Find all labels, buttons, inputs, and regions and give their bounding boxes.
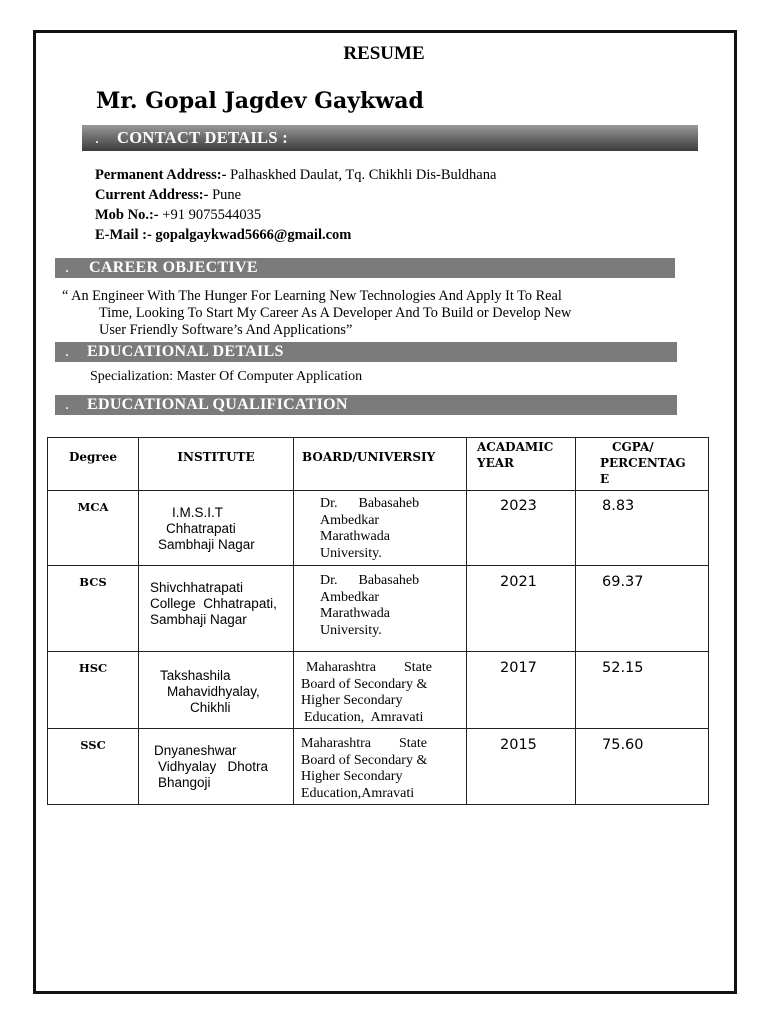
score-cell: 52.15	[576, 652, 709, 729]
heading-bullet: .	[65, 259, 70, 276]
header-cgpa-line: E	[600, 472, 610, 486]
degree-cell: SSC	[48, 729, 139, 805]
qualification-table	[47, 437, 709, 805]
board-line: University.	[320, 545, 382, 561]
score-cell: 69.37	[576, 566, 709, 652]
institute-cell	[139, 729, 294, 805]
table-header-row	[48, 438, 709, 491]
board-line: Education,Amravati	[301, 785, 415, 801]
educational-qualification-heading: EDUCATIONAL QUALIFICATION	[87, 396, 348, 413]
institute-line: I.M.S.I.T	[172, 505, 224, 520]
board-line: Maharashtra State	[306, 660, 432, 675]
table-row	[48, 652, 709, 729]
board-cell	[294, 652, 467, 729]
institute-line: Sambhaji Nagar	[150, 612, 247, 627]
permanent-address-value: Palhaskhed Daulat, Tq. Chikhli Dis-Buldhana	[226, 167, 497, 183]
objective-line: “ An Engineer With The Hunger For Learning New Technologies And Apply It To Real	[62, 288, 562, 304]
table-row	[48, 729, 709, 805]
year-cell: 2017	[467, 652, 576, 729]
contact-details-heading: CONTACT DETAILS :	[117, 128, 289, 147]
mobile-label: Mob No.:-	[95, 207, 159, 223]
header-year	[467, 438, 576, 491]
score-cell: 8.83	[576, 491, 709, 566]
heading-bullet: .	[65, 396, 70, 413]
objective-line: Time, Looking To Start My Career As A Developer And To Build or Develop New	[99, 305, 572, 321]
year-cell: 2015	[467, 729, 576, 805]
degree-cell: HSC	[48, 652, 139, 729]
email-label: E-Mail :-	[95, 227, 152, 243]
board-line: Marathwada	[320, 606, 390, 621]
board-line: Higher Secondary	[301, 693, 403, 708]
board-cell	[294, 729, 467, 805]
board-line: Marathwada	[320, 529, 390, 544]
board-cell	[294, 491, 467, 566]
email-value: gopalgaykwad5666@gmail.com	[151, 227, 352, 243]
header-year-line: ACADAMIC	[477, 440, 554, 454]
educational-details-heading: EDUCATIONAL DETAILS	[87, 343, 284, 360]
board-line: Education, Amravati	[304, 709, 424, 725]
institute-line: Bhangoji	[158, 775, 211, 790]
contact-details-heading-bar	[82, 125, 698, 151]
year-cell: 2023	[467, 491, 576, 566]
document-title: RESUME	[343, 43, 425, 64]
objective-line: User Friendly Software’s And Applications”	[99, 322, 353, 338]
board-line: Board of Secondary &	[301, 676, 428, 692]
degree-cell: MCA	[48, 491, 139, 566]
institute-line: Chhatrapati	[166, 521, 236, 536]
institute-line: Dnyaneshwar	[154, 743, 237, 758]
institute-cell	[139, 652, 294, 729]
current-address-value: Pune	[208, 187, 242, 203]
email-line	[95, 227, 351, 244]
header-cgpa-line: CGPA/	[612, 440, 654, 454]
board-line: Dr. Babasaheb	[320, 496, 420, 511]
institute-line: Sambhaji Nagar	[158, 537, 255, 552]
board-line: Board of Secondary &	[301, 752, 428, 768]
header-degree: Degree	[48, 438, 139, 491]
current-address-line	[95, 187, 241, 204]
board-line: Maharashtra State	[301, 736, 427, 751]
board-cell	[294, 566, 467, 652]
career-objective-text	[62, 288, 662, 339]
institute-line: Mahavidhyalay,	[167, 684, 260, 699]
year-cell: 2021	[467, 566, 576, 652]
header-year-line: YEAR	[477, 456, 514, 470]
heading-bullet: .	[65, 343, 70, 360]
mobile-line	[95, 207, 261, 224]
board-line: University.	[320, 622, 382, 638]
table-row	[48, 566, 709, 652]
header-cgpa	[576, 438, 709, 491]
header-cgpa-line: PERCENTAG	[600, 456, 686, 470]
degree-cell: BCS	[48, 566, 139, 652]
header-institute: INSTITUTE	[139, 438, 294, 491]
career-objective-heading-bar	[55, 258, 675, 278]
current-address-label: Current Address:-	[95, 187, 209, 203]
institute-line: Vidhyalay Dhotra	[158, 759, 269, 774]
board-line: Ambedkar	[320, 589, 380, 605]
career-objective-heading: CAREER OBJECTIVE	[89, 259, 258, 276]
institute-line: Shivchhatrapati	[150, 580, 244, 595]
specialization-text: Specialization: Master Of Computer Application	[90, 369, 363, 384]
institute-line: Chikhli	[190, 700, 231, 715]
institute-line: Takshashila	[160, 668, 231, 683]
educational-details-heading-bar	[55, 342, 677, 362]
institute-cell	[139, 491, 294, 566]
candidate-name: Mr. Gopal Jagdev Gaykwad	[96, 88, 424, 114]
permanent-address-label: Permanent Address:-	[95, 167, 227, 183]
institute-cell	[139, 566, 294, 652]
permanent-address-line	[95, 167, 496, 184]
educational-qualification-heading-bar	[55, 395, 677, 415]
table-row	[48, 491, 709, 566]
board-line: Higher Secondary	[301, 769, 403, 784]
mobile-value: +91 9075544035	[158, 207, 262, 223]
institute-line: College Chhatrapati,	[150, 596, 277, 611]
header-board: BOARD/UNIVERSIY	[294, 438, 467, 491]
score-cell: 75.60	[576, 729, 709, 805]
heading-bullet: .	[95, 128, 100, 147]
board-line: Dr. Babasaheb	[320, 573, 420, 588]
board-line: Ambedkar	[320, 512, 380, 528]
